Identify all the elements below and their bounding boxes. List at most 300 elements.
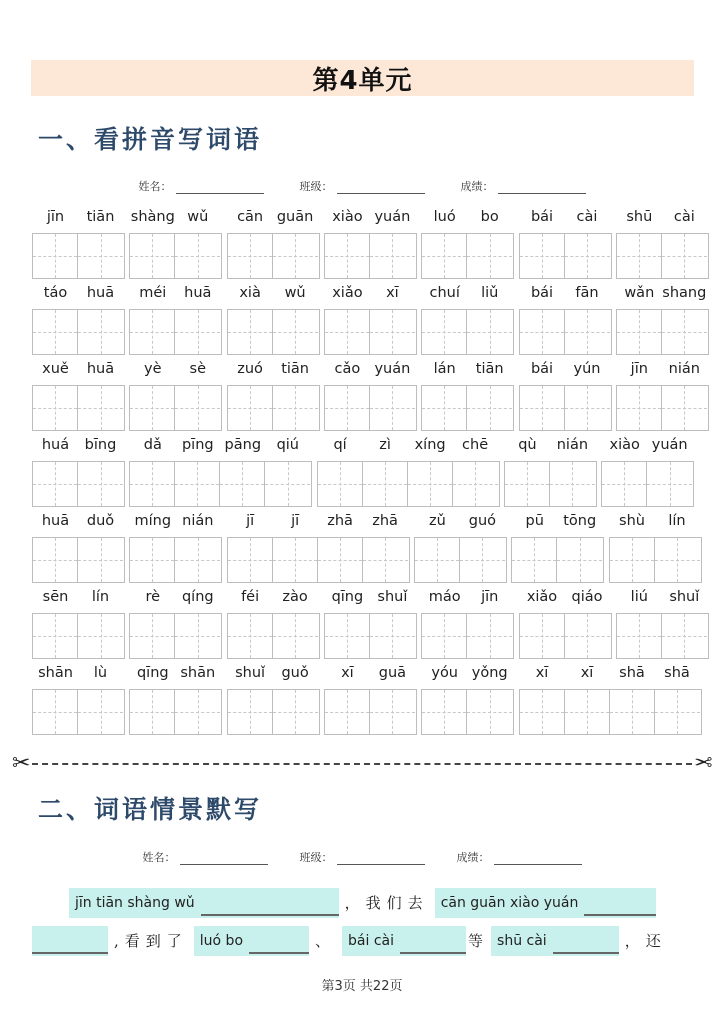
- writing-boxes: [32, 689, 696, 735]
- scissors-icon: ✂: [12, 751, 31, 776]
- tianzige-cell[interactable]: [467, 614, 512, 658]
- word-box-group: [129, 309, 222, 355]
- answer-blank[interactable]: [249, 928, 309, 954]
- pinyin-syllable: yuán: [651, 437, 688, 453]
- pinyin-syllable: wǎn: [624, 285, 655, 301]
- class-field[interactable]: [300, 849, 425, 865]
- word-box-group: [324, 613, 417, 659]
- pinyin-line: [32, 663, 696, 689]
- pinyin-row: [32, 587, 700, 659]
- name-field[interactable]: [139, 178, 264, 194]
- name-field[interactable]: [143, 849, 268, 865]
- tianzige-cell[interactable]: [467, 310, 512, 354]
- tianzige-cell[interactable]: [520, 690, 565, 734]
- tianzige-cell[interactable]: [273, 690, 318, 734]
- tianzige-cell[interactable]: [408, 462, 453, 506]
- pinyin-syllable: táo: [43, 285, 68, 301]
- tianzige-cell[interactable]: [273, 234, 318, 278]
- pinyin-syllable: xī: [341, 665, 354, 681]
- tianzige-cell[interactable]: [565, 310, 610, 354]
- pinyin-syllable: sè: [189, 361, 207, 377]
- pinyin-syllable: qiáo: [571, 589, 603, 605]
- word-box-group: [32, 385, 125, 431]
- word-box-group: [421, 233, 514, 279]
- pinyin-line: [32, 435, 696, 461]
- tianzige-cell[interactable]: [422, 690, 467, 734]
- pinyin-syllable: luó: [433, 209, 456, 225]
- section2-title: 二、词语情景默写: [38, 795, 263, 824]
- tianzige-cell[interactable]: [33, 234, 78, 278]
- word-box-group: [32, 537, 125, 583]
- tianzige-cell[interactable]: [565, 690, 610, 734]
- tianzige-cell[interactable]: [617, 234, 662, 278]
- tianzige-cell[interactable]: [467, 234, 512, 278]
- tianzige-cell[interactable]: [228, 310, 273, 354]
- tianzige-cell[interactable]: [422, 614, 467, 658]
- tianzige-cell[interactable]: [265, 462, 310, 506]
- tianzige-cell[interactable]: [130, 690, 175, 734]
- word-box-group: [32, 309, 125, 355]
- pinyin-syllable: bái: [530, 285, 554, 301]
- pinyin-row: [32, 207, 696, 279]
- score-line: [498, 183, 586, 194]
- tianzige-cell[interactable]: [662, 234, 707, 278]
- pinyin-syllable: zì: [379, 437, 391, 453]
- pinyin-syllable: pū: [525, 513, 544, 529]
- name-line: [180, 854, 268, 865]
- pinyin-syllable: jīn: [630, 361, 648, 377]
- tianzige-cell[interactable]: [78, 386, 123, 430]
- section1-title: 一、看拼音写词语: [38, 125, 263, 154]
- word-box-group: [609, 537, 702, 583]
- pinyin-text: shū cài: [497, 933, 547, 949]
- word-box-group: [129, 385, 222, 431]
- writing-boxes: [32, 613, 696, 659]
- tianzige-cell[interactable]: [460, 538, 505, 582]
- word-box-group: [129, 537, 222, 583]
- pinyin-syllable: shān: [180, 665, 216, 681]
- section1-info-row: [0, 178, 724, 194]
- pinyin-syllable: zuó: [237, 361, 263, 377]
- class-line: [337, 854, 425, 865]
- tianzige-cell[interactable]: [565, 614, 610, 658]
- tianzige-cell[interactable]: [228, 614, 273, 658]
- tianzige-cell[interactable]: [78, 690, 123, 734]
- tianzige-cell[interactable]: [602, 462, 647, 506]
- pinyin-syllable: huā: [86, 361, 115, 377]
- cut-line: [12, 751, 712, 776]
- pinyin-syllable: lín: [91, 589, 110, 605]
- answer-blank[interactable]: [553, 928, 619, 954]
- pinyin-syllable: yún: [573, 361, 601, 377]
- tianzige-cell[interactable]: [467, 690, 512, 734]
- tianzige-cell[interactable]: [175, 234, 220, 278]
- word-box-group: [129, 689, 222, 735]
- tianzige-cell[interactable]: [33, 386, 78, 430]
- name-label: 姓名：: [142, 851, 176, 864]
- score-field[interactable]: [461, 178, 586, 194]
- tianzige-cell[interactable]: [370, 310, 415, 354]
- tianzige-cell[interactable]: [175, 538, 220, 582]
- word-box-group: [129, 461, 312, 507]
- pinyin-text: luó bo: [199, 933, 244, 949]
- word-box-group: [519, 309, 612, 355]
- pinyin-syllable: guó: [468, 513, 497, 529]
- sentence-text: 、: [315, 932, 337, 950]
- tianzige-cell[interactable]: [415, 538, 460, 582]
- pinyin-syllable: xiào: [332, 209, 363, 225]
- word-box-group: [227, 385, 320, 431]
- pinyin-line: [32, 207, 696, 233]
- word-box-group: [519, 385, 612, 431]
- score-label: 成绩：: [456, 851, 490, 864]
- class-field[interactable]: [300, 178, 425, 194]
- pinyin-syllable: cài: [576, 209, 598, 225]
- tianzige-cell[interactable]: [130, 386, 175, 430]
- pinyin-syllable: máo: [428, 589, 461, 605]
- tianzige-cell[interactable]: [617, 614, 662, 658]
- pinyin-syllable: fān: [575, 285, 599, 301]
- pinyin-syllable: yuán: [374, 209, 411, 225]
- tianzige-cell[interactable]: [273, 538, 318, 582]
- answer-blank[interactable]: [32, 928, 108, 954]
- tianzige-cell[interactable]: [130, 234, 175, 278]
- tianzige-cell[interactable]: [565, 386, 610, 430]
- tianzige-cell[interactable]: [422, 234, 467, 278]
- sentence-text: 等: [468, 932, 490, 950]
- pinyin-row: [32, 435, 696, 507]
- word-box-group: [421, 309, 514, 355]
- tianzige-cell[interactable]: [130, 538, 175, 582]
- pinyin-syllable: nián: [668, 361, 700, 377]
- pinyin-syllable: xià: [239, 285, 261, 301]
- pinyin-syllable: shàng: [130, 209, 175, 225]
- pinyin-syllable: shuǐ: [669, 589, 700, 605]
- page-number: 第3页 共22页: [321, 979, 403, 994]
- tianzige-cell[interactable]: [220, 462, 265, 506]
- tianzige-cell[interactable]: [520, 234, 565, 278]
- tianzige-cell[interactable]: [610, 538, 655, 582]
- pinyin-syllable: bīng: [84, 437, 117, 453]
- word-box-group: [519, 689, 702, 735]
- tianzige-cell[interactable]: [370, 234, 415, 278]
- name-line: [176, 183, 264, 194]
- tianzige-cell[interactable]: [325, 690, 370, 734]
- tianzige-cell[interactable]: [662, 310, 707, 354]
- tianzige-cell[interactable]: [228, 386, 273, 430]
- tianzige-cell[interactable]: [655, 538, 700, 582]
- word-box-group: [616, 385, 709, 431]
- pinyin-prompt: [69, 888, 339, 918]
- pinyin-line: [32, 283, 707, 309]
- word-box-group: [504, 461, 597, 507]
- pinyin-syllable: cān: [237, 209, 264, 225]
- pinyin-prompt: [32, 926, 108, 956]
- pinyin-syllable: xī: [386, 285, 399, 301]
- tianzige-cell[interactable]: [655, 690, 700, 734]
- tianzige-cell[interactable]: [78, 310, 123, 354]
- writing-boxes: [32, 537, 696, 583]
- tianzige-cell[interactable]: [453, 462, 498, 506]
- tianzige-cell[interactable]: [228, 234, 273, 278]
- pinyin-prompt: [194, 926, 309, 956]
- pinyin-syllable: xiǎo: [526, 589, 558, 605]
- answer-blank[interactable]: [400, 928, 466, 954]
- writing-boxes: [32, 461, 696, 507]
- tianzige-cell[interactable]: [78, 614, 123, 658]
- unit-title: 第4单元: [312, 65, 413, 96]
- tianzige-cell[interactable]: [175, 386, 220, 430]
- tianzige-cell[interactable]: [175, 310, 220, 354]
- writing-boxes: [32, 309, 696, 355]
- tianzige-cell[interactable]: [33, 690, 78, 734]
- pinyin-prompt: [435, 888, 657, 918]
- pinyin-line: [32, 359, 700, 385]
- pinyin-syllable: qí: [333, 437, 347, 453]
- pinyin-row: [32, 283, 707, 355]
- name-label: 姓名：: [138, 180, 172, 193]
- tianzige-cell[interactable]: [175, 462, 220, 506]
- tianzige-cell[interactable]: [228, 690, 273, 734]
- class-label: 班级：: [299, 180, 333, 193]
- pinyin-text: jīn tiān shàng wǔ: [75, 895, 195, 911]
- tianzige-cell[interactable]: [662, 386, 707, 430]
- tianzige-cell[interactable]: [318, 538, 363, 582]
- tianzige-cell[interactable]: [520, 310, 565, 354]
- tianzige-cell[interactable]: [662, 614, 707, 658]
- pinyin-syllable: bái: [530, 209, 554, 225]
- pinyin-syllable: yè: [144, 361, 162, 377]
- word-box-group: [616, 613, 709, 659]
- pinyin-syllable: xī: [535, 665, 549, 681]
- pinyin-syllable: wǔ: [284, 285, 306, 301]
- pinyin-syllable: cài: [673, 209, 695, 225]
- pinyin-syllable: tiān: [86, 209, 115, 225]
- pinyin-syllable: shā: [664, 665, 690, 681]
- paragraph-line-1: [69, 888, 656, 918]
- pinyin-syllable: qù: [518, 437, 537, 453]
- writing-boxes: [32, 385, 696, 431]
- tianzige-cell[interactable]: [228, 538, 273, 582]
- word-box-group: [227, 613, 320, 659]
- pinyin-syllable: rè: [145, 589, 161, 605]
- word-box-group: [421, 613, 514, 659]
- tianzige-cell[interactable]: [505, 462, 550, 506]
- pinyin-syllable: féi: [241, 589, 260, 605]
- score-line: [494, 854, 582, 865]
- pinyin-prompt: [342, 926, 466, 956]
- score-field[interactable]: [457, 849, 582, 865]
- pinyin-syllable: liú: [630, 589, 648, 605]
- pinyin-row: [32, 511, 696, 583]
- answer-blank[interactable]: [584, 890, 656, 916]
- pinyin-syllable: tiān: [475, 361, 504, 377]
- word-box-group: [32, 689, 125, 735]
- tianzige-cell[interactable]: [363, 538, 408, 582]
- tianzige-cell[interactable]: [33, 462, 78, 506]
- tianzige-cell[interactable]: [33, 538, 78, 582]
- pinyin-syllable: pāng: [224, 437, 262, 453]
- tianzige-cell[interactable]: [175, 614, 220, 658]
- paragraph-line-2: [32, 926, 673, 956]
- sentence-text: ,看到了: [114, 932, 188, 950]
- tianzige-cell[interactable]: [325, 310, 370, 354]
- tianzige-cell[interactable]: [175, 690, 220, 734]
- dashed-divider: [32, 763, 691, 765]
- tianzige-cell[interactable]: [370, 386, 415, 430]
- tianzige-cell[interactable]: [325, 386, 370, 430]
- word-box-group: [616, 309, 709, 355]
- pinyin-syllable: zhā: [372, 513, 398, 529]
- tianzige-cell[interactable]: [78, 538, 123, 582]
- pinyin-syllable: sēn: [42, 589, 69, 605]
- pinyin-syllable: duǒ: [86, 513, 115, 529]
- word-box-group: [32, 461, 125, 507]
- tianzige-cell[interactable]: [610, 690, 655, 734]
- tianzige-cell[interactable]: [273, 310, 318, 354]
- word-box-group: [32, 613, 125, 659]
- tianzige-cell[interactable]: [520, 614, 565, 658]
- word-box-group: [32, 233, 125, 279]
- pinyin-syllable: guǒ: [281, 665, 309, 681]
- pinyin-syllable: zào: [282, 589, 308, 605]
- pinyin-syllable: pīng: [181, 437, 214, 453]
- pinyin-syllable: xiǎo: [332, 285, 363, 301]
- pinyin-syllable: tōng: [563, 513, 597, 529]
- pinyin-syllable: nián: [556, 437, 589, 453]
- pinyin-syllable: huā: [41, 513, 70, 529]
- word-box-group: [317, 461, 500, 507]
- pinyin-syllable: shū: [626, 209, 653, 225]
- word-box-group: [324, 385, 417, 431]
- pinyin-syllable: huá: [41, 437, 70, 453]
- tianzige-cell[interactable]: [325, 234, 370, 278]
- pinyin-syllable: wǔ: [187, 209, 209, 225]
- pinyin-syllable: chē: [462, 437, 489, 453]
- pinyin-syllable: xī: [580, 665, 594, 681]
- word-box-group: [227, 233, 320, 279]
- pinyin-syllable: lín: [668, 513, 686, 529]
- tianzige-cell[interactable]: [130, 310, 175, 354]
- pinyin-line: [32, 587, 700, 613]
- pinyin-syllable: shang: [662, 285, 707, 301]
- pinyin-syllable: xuě: [42, 361, 69, 377]
- tianzige-cell[interactable]: [520, 386, 565, 430]
- pinyin-syllable: shān: [38, 665, 73, 681]
- tianzige-cell[interactable]: [33, 310, 78, 354]
- tianzige-cell[interactable]: [130, 614, 175, 658]
- pinyin-text: cān guān xiào yuán: [440, 895, 579, 911]
- pinyin-row: [32, 359, 700, 431]
- tianzige-cell[interactable]: [273, 386, 318, 430]
- pinyin-syllable: cǎo: [334, 361, 361, 377]
- tianzige-cell[interactable]: [78, 462, 123, 506]
- pinyin-syllable: qiú: [276, 437, 300, 453]
- pinyin-syllable: shā: [619, 665, 645, 681]
- pinyin-syllable: lù: [93, 665, 108, 681]
- pinyin-syllable: huā: [184, 285, 212, 301]
- pinyin-syllable: nián: [182, 513, 214, 529]
- word-box-group: [421, 689, 514, 735]
- word-box-group: [129, 233, 222, 279]
- pinyin-syllable: qīng: [331, 589, 364, 605]
- word-box-group: [324, 233, 417, 279]
- section2-info-row: [0, 849, 724, 865]
- word-box-group: [421, 385, 514, 431]
- word-box-group: [519, 233, 612, 279]
- unit-banner: [31, 60, 694, 96]
- pinyin-row: [32, 663, 696, 735]
- word-box-group: [519, 613, 612, 659]
- tianzige-cell[interactable]: [467, 386, 512, 430]
- word-box-group: [227, 309, 320, 355]
- pinyin-syllable: zǔ: [428, 513, 446, 529]
- word-box-group: [324, 689, 417, 735]
- pinyin-syllable: bái: [530, 361, 554, 377]
- pinyin-syllable: guān: [276, 209, 314, 225]
- pinyin-syllable: yuán: [374, 361, 411, 377]
- tianzige-cell[interactable]: [318, 462, 363, 506]
- tianzige-cell[interactable]: [422, 386, 467, 430]
- word-box-group: [227, 689, 320, 735]
- tianzige-cell[interactable]: [512, 538, 557, 582]
- pinyin-syllable: qíng: [181, 589, 214, 605]
- pinyin-syllable: huā: [86, 285, 115, 301]
- score-label: 成绩：: [460, 180, 494, 193]
- tianzige-cell[interactable]: [370, 614, 415, 658]
- word-box-group: [601, 461, 694, 507]
- tianzige-cell[interactable]: [422, 310, 467, 354]
- word-box-group: [616, 233, 709, 279]
- answer-blank[interactable]: [201, 890, 339, 916]
- tianzige-cell[interactable]: [370, 690, 415, 734]
- pinyin-syllable: jīn: [481, 589, 499, 605]
- pinyin-syllable: xiào: [609, 437, 640, 453]
- pinyin-syllable: jī: [246, 513, 255, 529]
- tianzige-cell[interactable]: [565, 234, 610, 278]
- tianzige-cell[interactable]: [78, 234, 123, 278]
- pinyin-syllable: chuí: [429, 285, 460, 301]
- tianzige-cell[interactable]: [647, 462, 692, 506]
- tianzige-cell[interactable]: [550, 462, 595, 506]
- tianzige-cell[interactable]: [363, 462, 408, 506]
- pinyin-syllable: jī: [291, 513, 300, 529]
- pinyin-line: [32, 511, 696, 537]
- tianzige-cell[interactable]: [617, 310, 662, 354]
- tianzige-cell[interactable]: [557, 538, 602, 582]
- pinyin-syllable: dǎ: [143, 437, 162, 453]
- tianzige-cell[interactable]: [617, 386, 662, 430]
- pinyin-syllable: lán: [433, 361, 456, 377]
- pinyin-syllable: tiān: [281, 361, 309, 377]
- word-box-group: [129, 613, 222, 659]
- pinyin-syllable: xíng: [414, 437, 446, 453]
- pinyin-syllable: shù: [619, 513, 645, 529]
- tianzige-cell[interactable]: [273, 614, 318, 658]
- class-line: [337, 183, 425, 194]
- sentence-text: ，我们去: [344, 894, 429, 912]
- tianzige-cell[interactable]: [130, 462, 175, 506]
- word-box-group: [414, 537, 507, 583]
- tianzige-cell[interactable]: [33, 614, 78, 658]
- scissors-icon: ✂: [693, 751, 712, 776]
- pinyin-syllable: qīng: [136, 665, 169, 681]
- word-box-group: [511, 537, 604, 583]
- word-box-group: [324, 309, 417, 355]
- pinyin-syllable: míng: [134, 513, 172, 529]
- pinyin-syllable: guā: [378, 665, 407, 681]
- tianzige-cell[interactable]: [325, 614, 370, 658]
